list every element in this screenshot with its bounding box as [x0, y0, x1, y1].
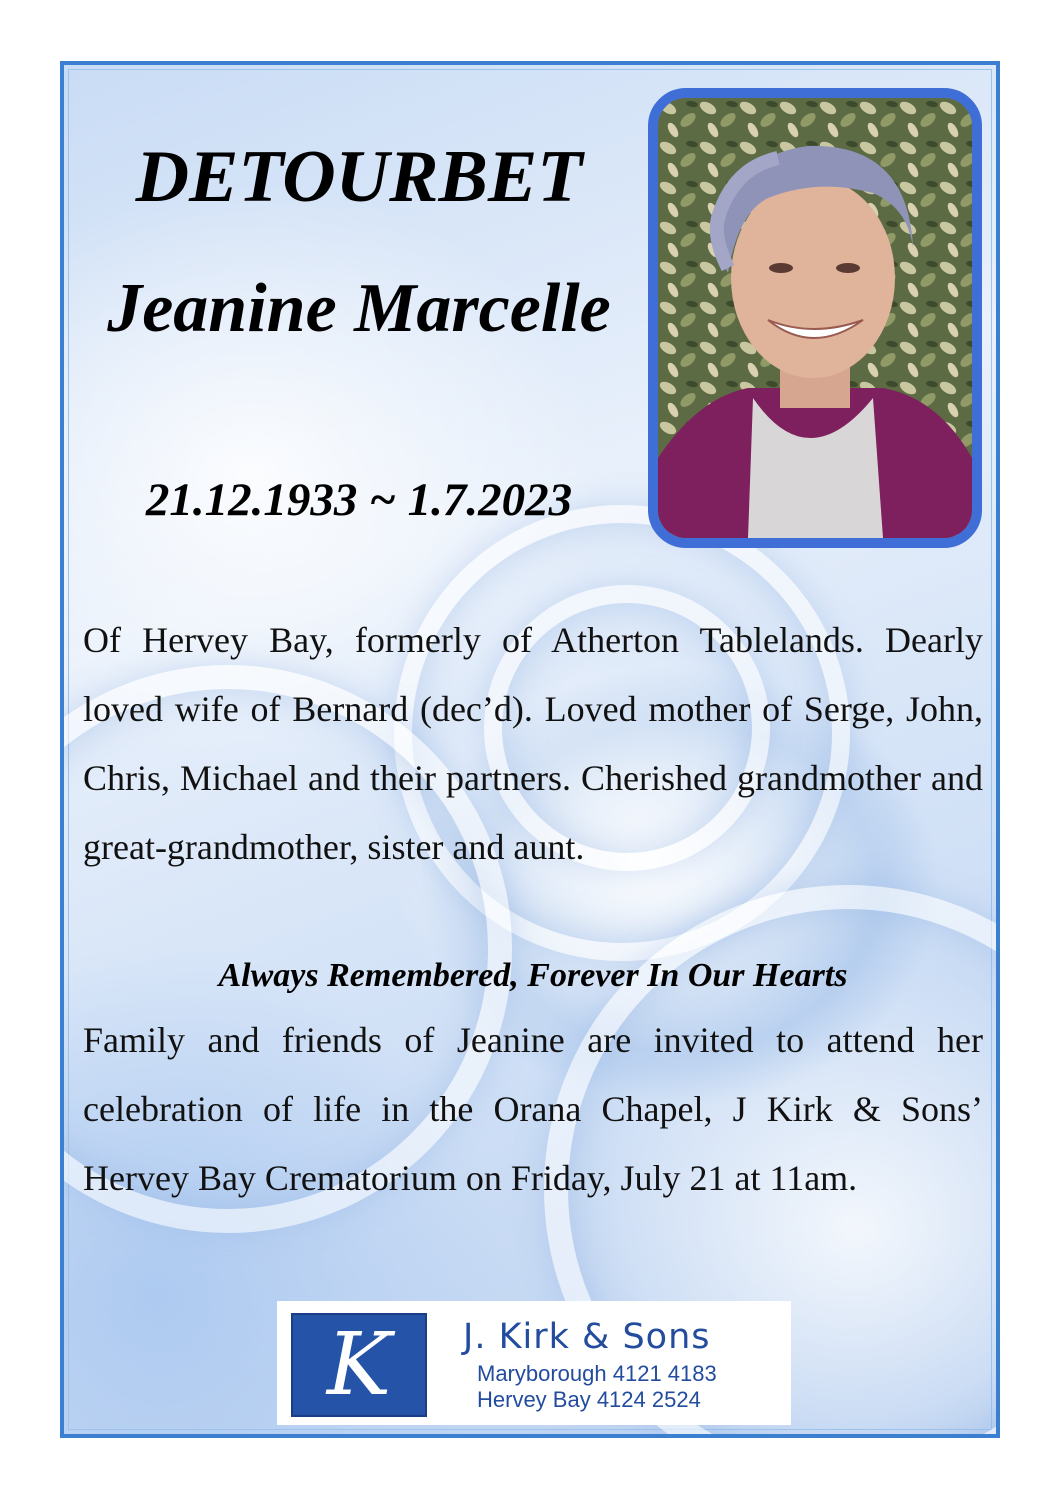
- monogram-emblem: [291, 1313, 427, 1417]
- surname-heading: DETOURBET: [135, 136, 583, 218]
- notice-frame: [60, 61, 1000, 1438]
- funeral-home-logo: [277, 1301, 791, 1425]
- memorial-motto: Always Remembered, Forever In Our Hearts: [218, 957, 848, 994]
- phone-maryborough: Maryborough 4121 4183: [477, 1361, 717, 1386]
- service-details-paragraph: Family and friends of Jeanine are invited to attend her celebration of life in the Orana Chapel, J Kirk & Sons’ Hervey Bay Crematorium on Friday, July 21 at 11am.: [83, 1020, 983, 1198]
- life-dates: 21.12.1933 ~ 1.7.2023: [145, 474, 573, 526]
- funeral-home-name: J. Kirk & Sons: [463, 1317, 711, 1357]
- given-names-heading: Jeanine Marcelle: [107, 270, 611, 347]
- portrait-photo: [648, 88, 982, 548]
- biography-paragraph: Of Hervey Bay, formerly of Atherton Tablelands. Dearly loved wife of Bernard (dec’d). Loved mother of Serge, John, Chris, Michael and their partners. Cherished grandmother and great-grandmother, sister and aunt.: [83, 620, 983, 867]
- monogram-letter: K: [326, 1315, 392, 1415]
- portrait-illustration: [658, 98, 972, 538]
- phone-hervey-bay: Hervey Bay 4124 2524: [477, 1387, 701, 1412]
